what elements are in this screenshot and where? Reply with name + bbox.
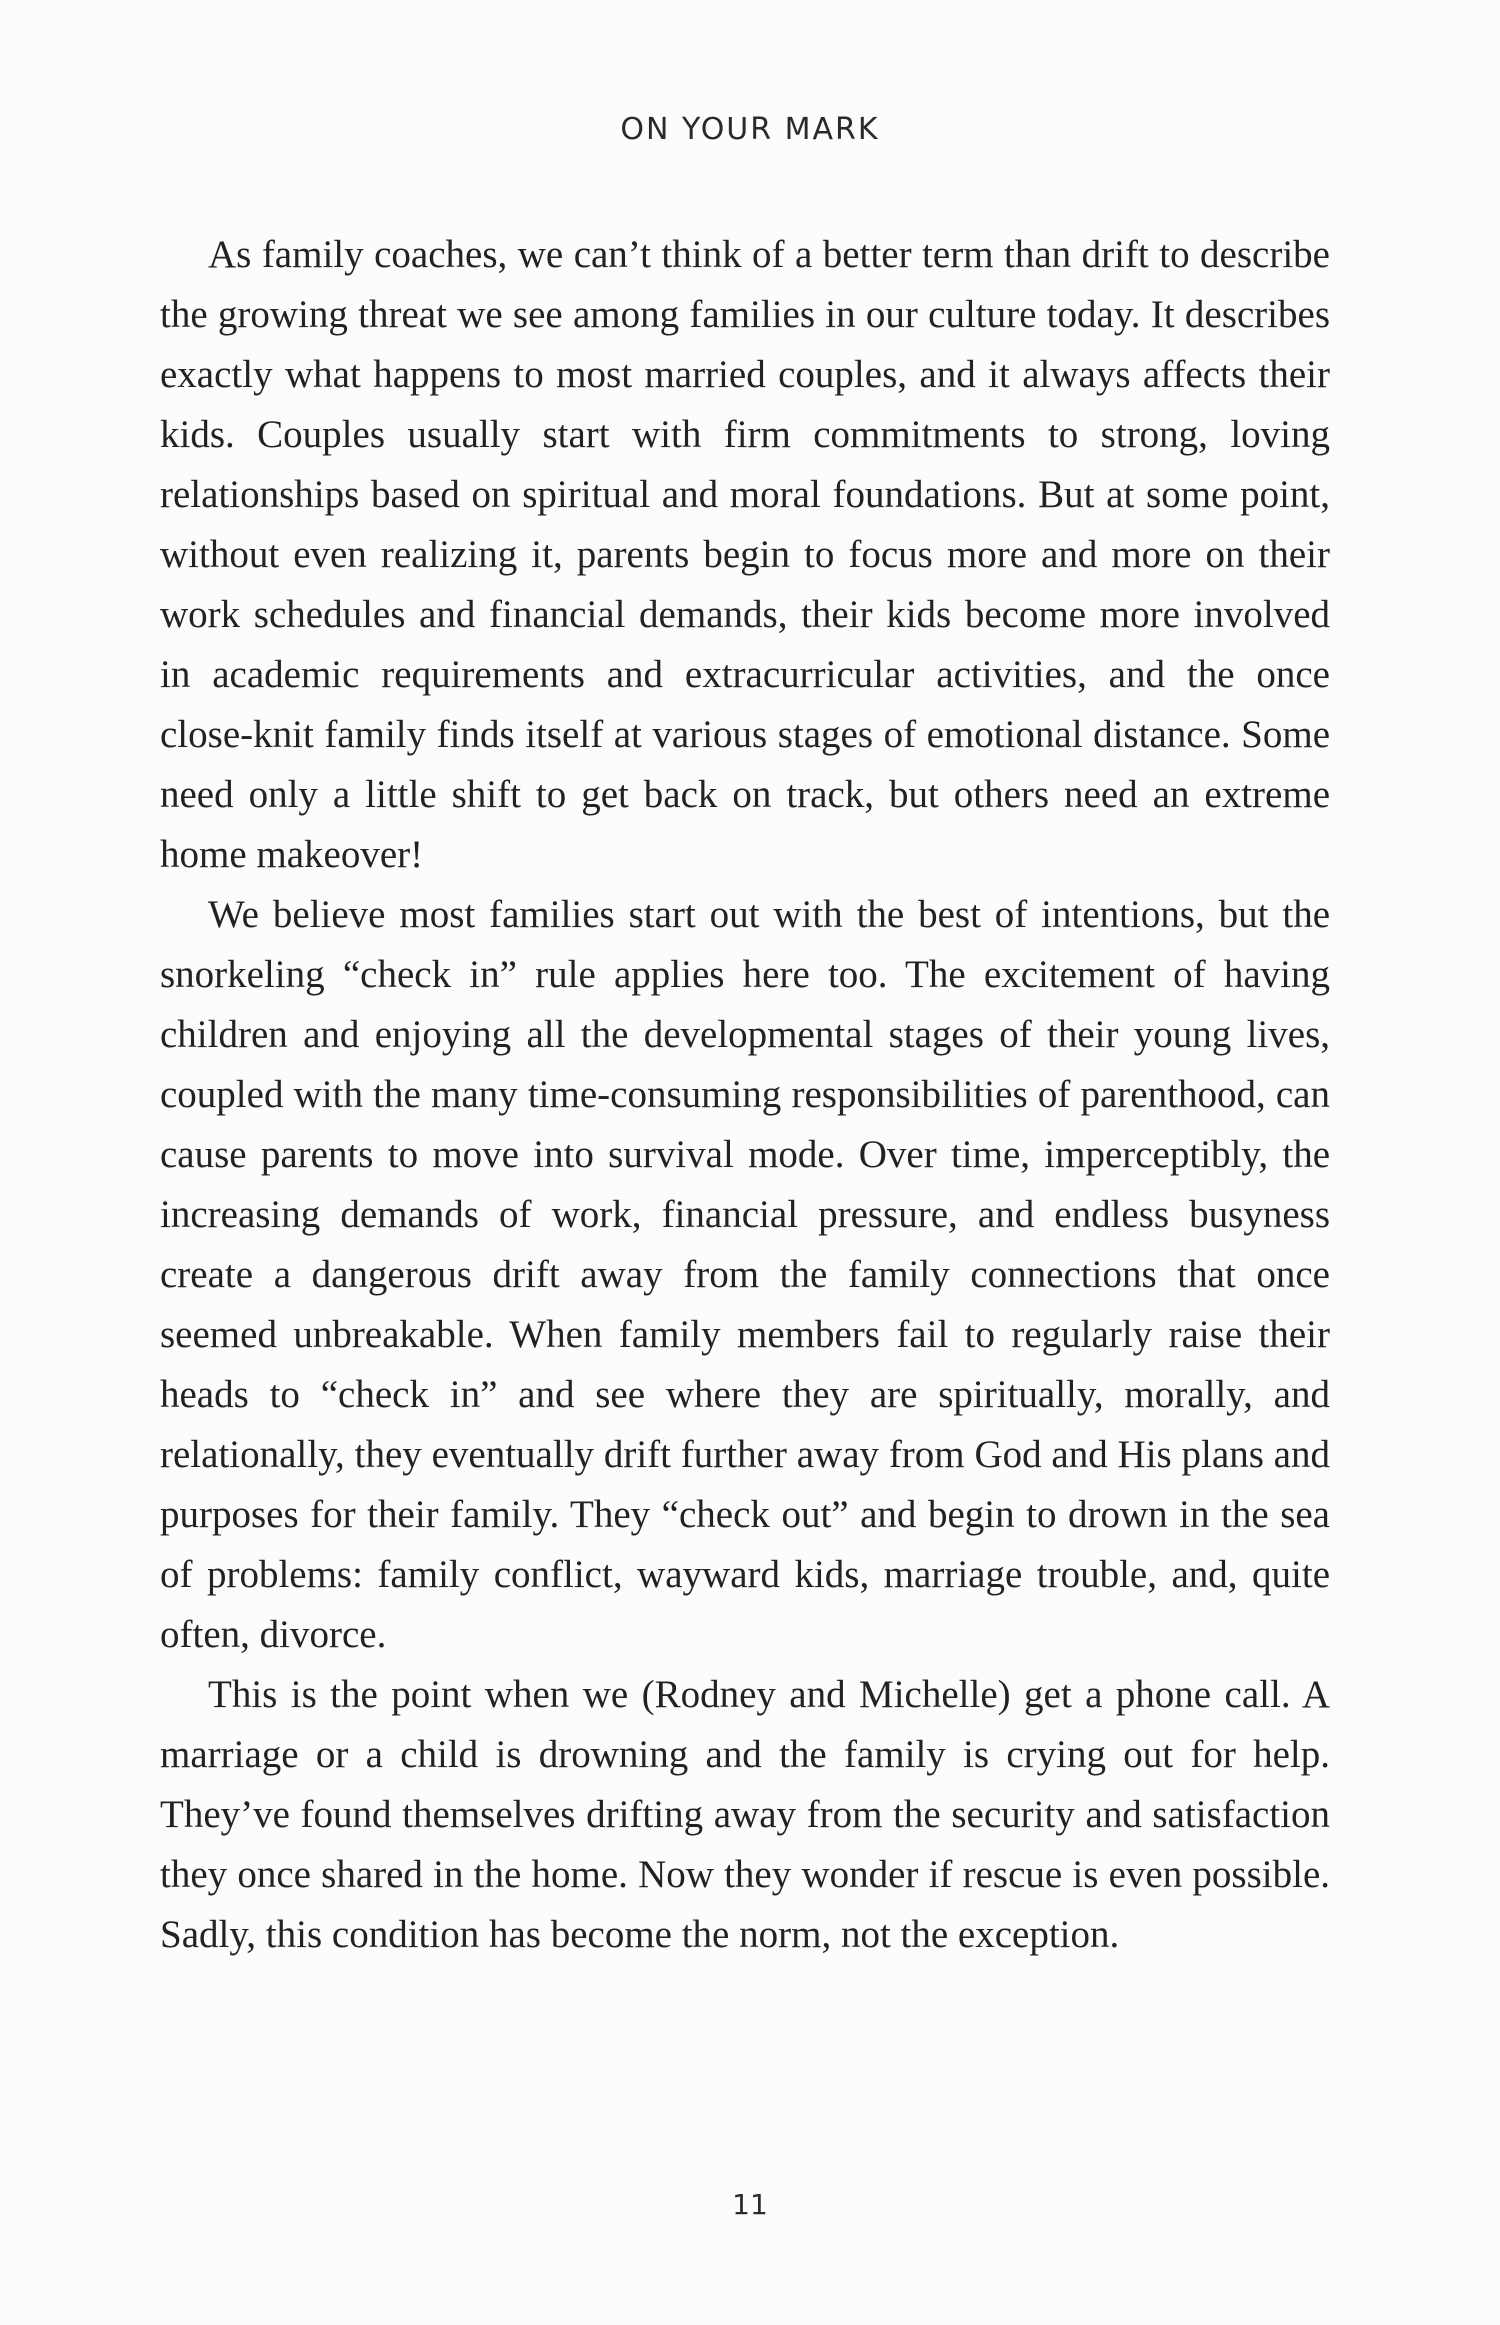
running-head: ON YOUR MARK	[620, 112, 880, 147]
paragraph: This is the point when we (Rodney and Michelle) get a phone call. A marriage or a child is drowning and the family is crying out for help. They’ve found themselves drifting away from the security and satisfaction they once shared in the home. Now they wonder if rescue is even possible. Sadly, this condition has become the norm, not the exception.	[160, 1673, 1330, 1956]
paragraph: As family coaches, we can’t think of a better term than drift to describe the growing threat we see among families in our culture today. It describes exactly what happens to most married couples, and it always affects their kids. Couples usually start with firm commitments to strong, loving relationships based on spiritual and moral foundations. But at some point, without even realizing it, parents begin to focus more and more on their work schedules and financial demands, their kids become more involved in academic requirements and extracurricular activities, and the once close-knit family finds itself at various stages of emotional distance. Some need only a little shift to get back on track, but others need an extreme home makeover!	[160, 233, 1330, 876]
page-number: 11	[732, 2188, 768, 2221]
paragraph: We believe most families start out with the best of intentions, but the snorkeling “check in” rule applies here too. The excitement of having children and enjoying all the developmental stages of their young lives, coupled with the many time-consuming responsibilities of parenthood, can cause parents to move into survival mode. Over time, imperceptibly, the increasing demands of work, financial pressure, and endless busyness create a dangerous drift away from the family connections that once seemed unbreakable. When family members fail to regularly raise their heads to “check in” and see where they are spiritually, morally, and relationally, they eventually drift further away from God and His plans and purposes for their family. They “check out” and begin to drown in the sea of problems: family conflict, wayward kids, marriage trouble, and, quite often, divorce.	[160, 893, 1330, 1656]
body-text	[160, 225, 1330, 1965]
